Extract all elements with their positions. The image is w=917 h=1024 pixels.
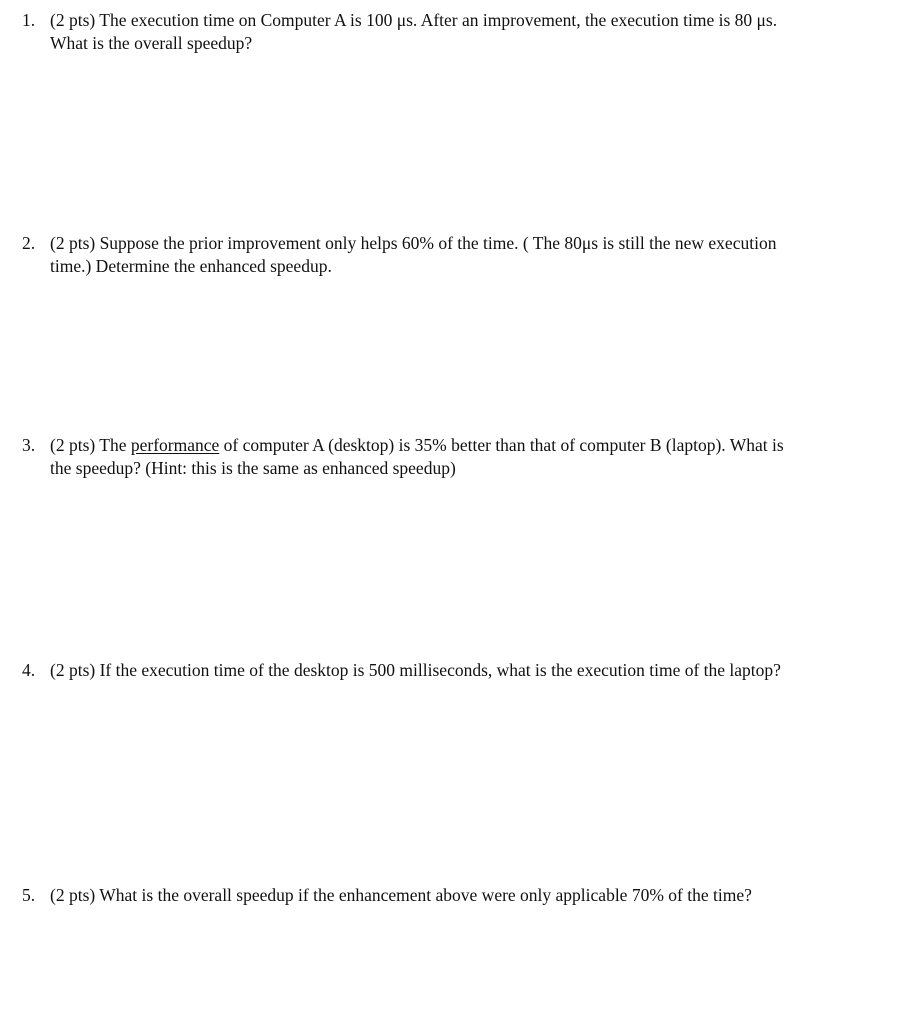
question-number: 4. — [22, 660, 36, 680]
question-text — [50, 9, 892, 55]
question-5 — [22, 884, 892, 907]
question-text — [50, 232, 892, 278]
question-number: 2. — [22, 233, 36, 253]
question-line: time.) Determine the enhanced speedup. — [50, 256, 332, 276]
question-number: 5. — [22, 885, 36, 905]
question-line: the speedup? (Hint: this is the same as enhanced speedup) — [50, 458, 456, 478]
underlined-term-performance: performance — [130, 435, 220, 455]
question-1 — [22, 9, 892, 55]
question-line: (2 pts) If the execution time of the desktop is 500 milliseconds, what is the execution time of the laptop? — [50, 660, 781, 680]
question-line: What is the overall speedup? — [50, 33, 253, 53]
question-number: 3. — [22, 435, 36, 455]
question-3 — [22, 434, 892, 480]
question-text — [50, 434, 892, 480]
question-line-segment: (2 pts) The — [50, 435, 131, 455]
question-text — [50, 659, 892, 682]
question-line — [50, 434, 892, 457]
question-text — [50, 884, 892, 907]
question-line-segment: of computer A (desktop) is 35% better than that of computer B (laptop). What is — [219, 435, 784, 455]
question-4 — [22, 659, 892, 682]
question-line: (2 pts) What is the overall speedup if the enhancement above were only applicable 70% of the time? — [50, 885, 752, 905]
question-line: (2 pts) Suppose the prior improvement only helps 60% of the time. ( The 80μs is still the new execution — [50, 233, 777, 253]
question-number: 1. — [22, 10, 36, 30]
question-line: (2 pts) The execution time on Computer A is 100 μs. After an improvement, the execution time is 80 μs. — [50, 10, 778, 30]
question-2 — [22, 232, 892, 278]
